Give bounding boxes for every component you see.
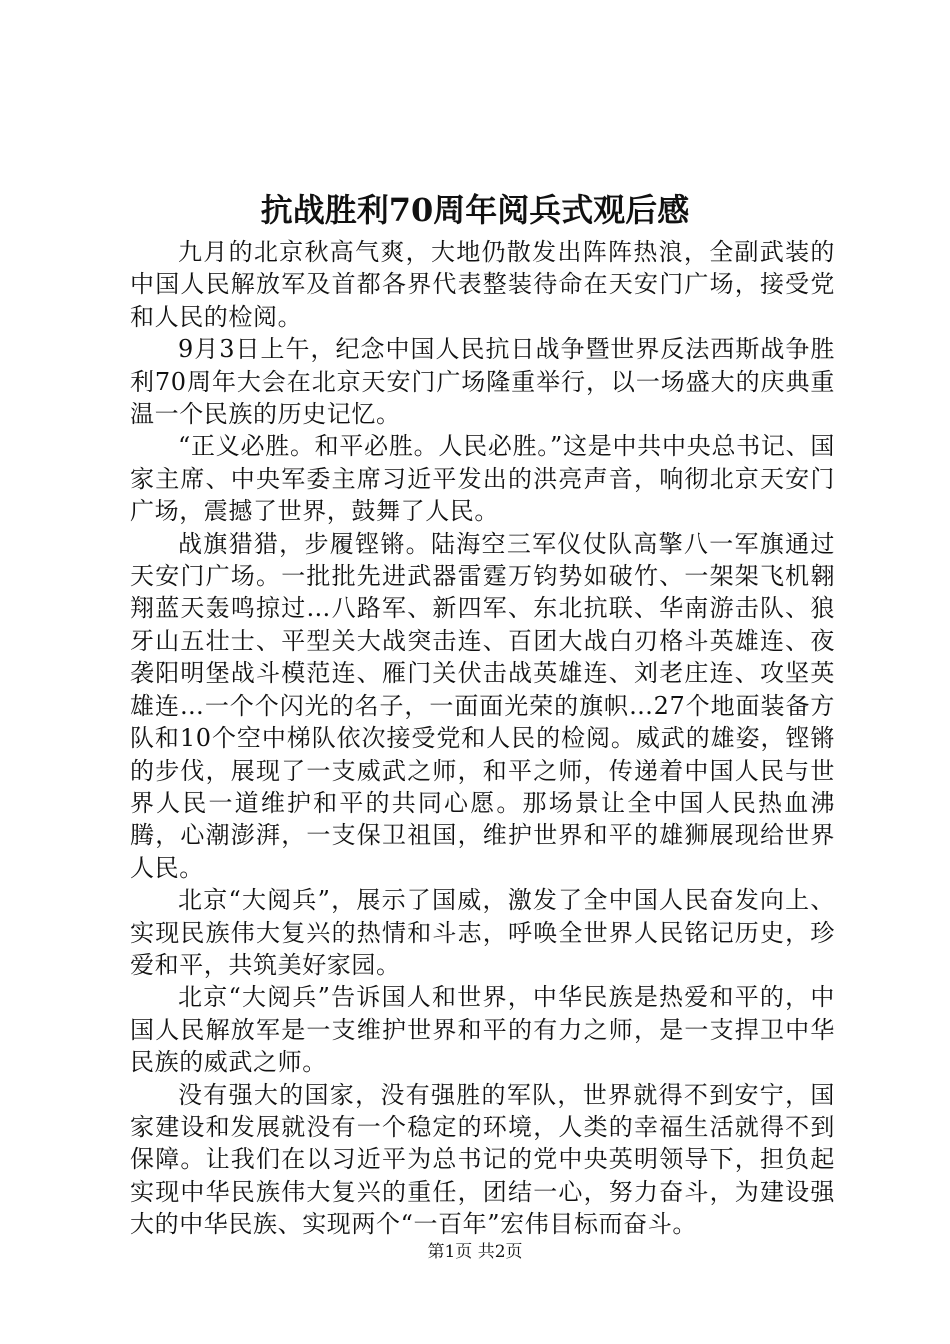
paragraph: 没有强大的国家，没有强胜的军队，世界就得不到安宁，国家建设和发展就没有一个稳定的环境，人类的幸福生活就得不到保障。让我们在以习近平为总书记的党中央英明领导下，担负起实现中华民族伟大复兴的重任，团结一心，努力奋斗，为建设强大的中华民族、实现两个“一百年”宏伟目标而奋斗。 <box>130 1080 835 1239</box>
page-number-footer: 第1页 共2页 <box>427 1242 523 1262</box>
paragraph: 北京“大阅兵”告诉国人和世界，中华民族是热爱和平的，中国人民解放军是一支维护世界和平的有力之师，是一支捍卫中华民族的威武之师。 <box>130 983 835 1077</box>
paragraph: 9月3日上午，纪念中国人民抗日战争暨世界反法西斯战争胜利70周年大会在北京天安门广场隆重举行，以一场盛大的庆典重温一个民族的历史记忆。 <box>130 335 835 429</box>
document-body <box>130 236 835 1241</box>
paragraph: 战旗猎猎，步履铿锵。陆海空三军仪仗队高擎八一军旗通过天安门广场。一批批先进武器雷霆万钧势如破竹、一架架飞机翱翔蓝天轰鸣掠过…八路军、新四军、东北抗联、华南游击队、狼牙山五壮士、平型关大战突击连、百团大战白刃格斗英雄连、夜袭阳明堡战斗模范连、雁门关伏击战英雄连、刘老庄连、攻坚英雄连…一个个闪光的名子，一面面光荣的旗帜…27个地面装备方队和10个空中梯队依次接受党和人民的检阅。威武的雄姿，铿锵的步伐，展现了一支威武之师，和平之师，传递着中国人民与世界人民一道维护和平的共同心愿。那场景让全中国人民热血沸腾，心潮澎湃，一支保卫祖国，维护世界和平的雄狮展现给世界人民。 <box>130 529 835 882</box>
document-title: 抗战胜利70周年阅兵式观后感 <box>260 191 690 229</box>
paragraph: 北京“大阅兵”，展示了国威，激发了全中国人民奋发向上、实现民族伟大复兴的热情和斗志，呼唤全世界人民铭记历史，珍爱和平，共筑美好家园。 <box>130 886 835 979</box>
paragraph: “正义必胜。和平必胜。人民必胜。”这是中共中央总书记、国家主席、中央军委主席习近平发出的洪亮声音，响彻北京天安门广场，震撼了世界，鼓舞了人民。 <box>130 432 835 526</box>
paragraph: 九月的北京秋高气爽，大地仍散发出阵阵热浪，全副武装的中国人民解放军及首都各界代表整装待命在天安门广场，接受党和人民的检阅。 <box>130 238 835 331</box>
